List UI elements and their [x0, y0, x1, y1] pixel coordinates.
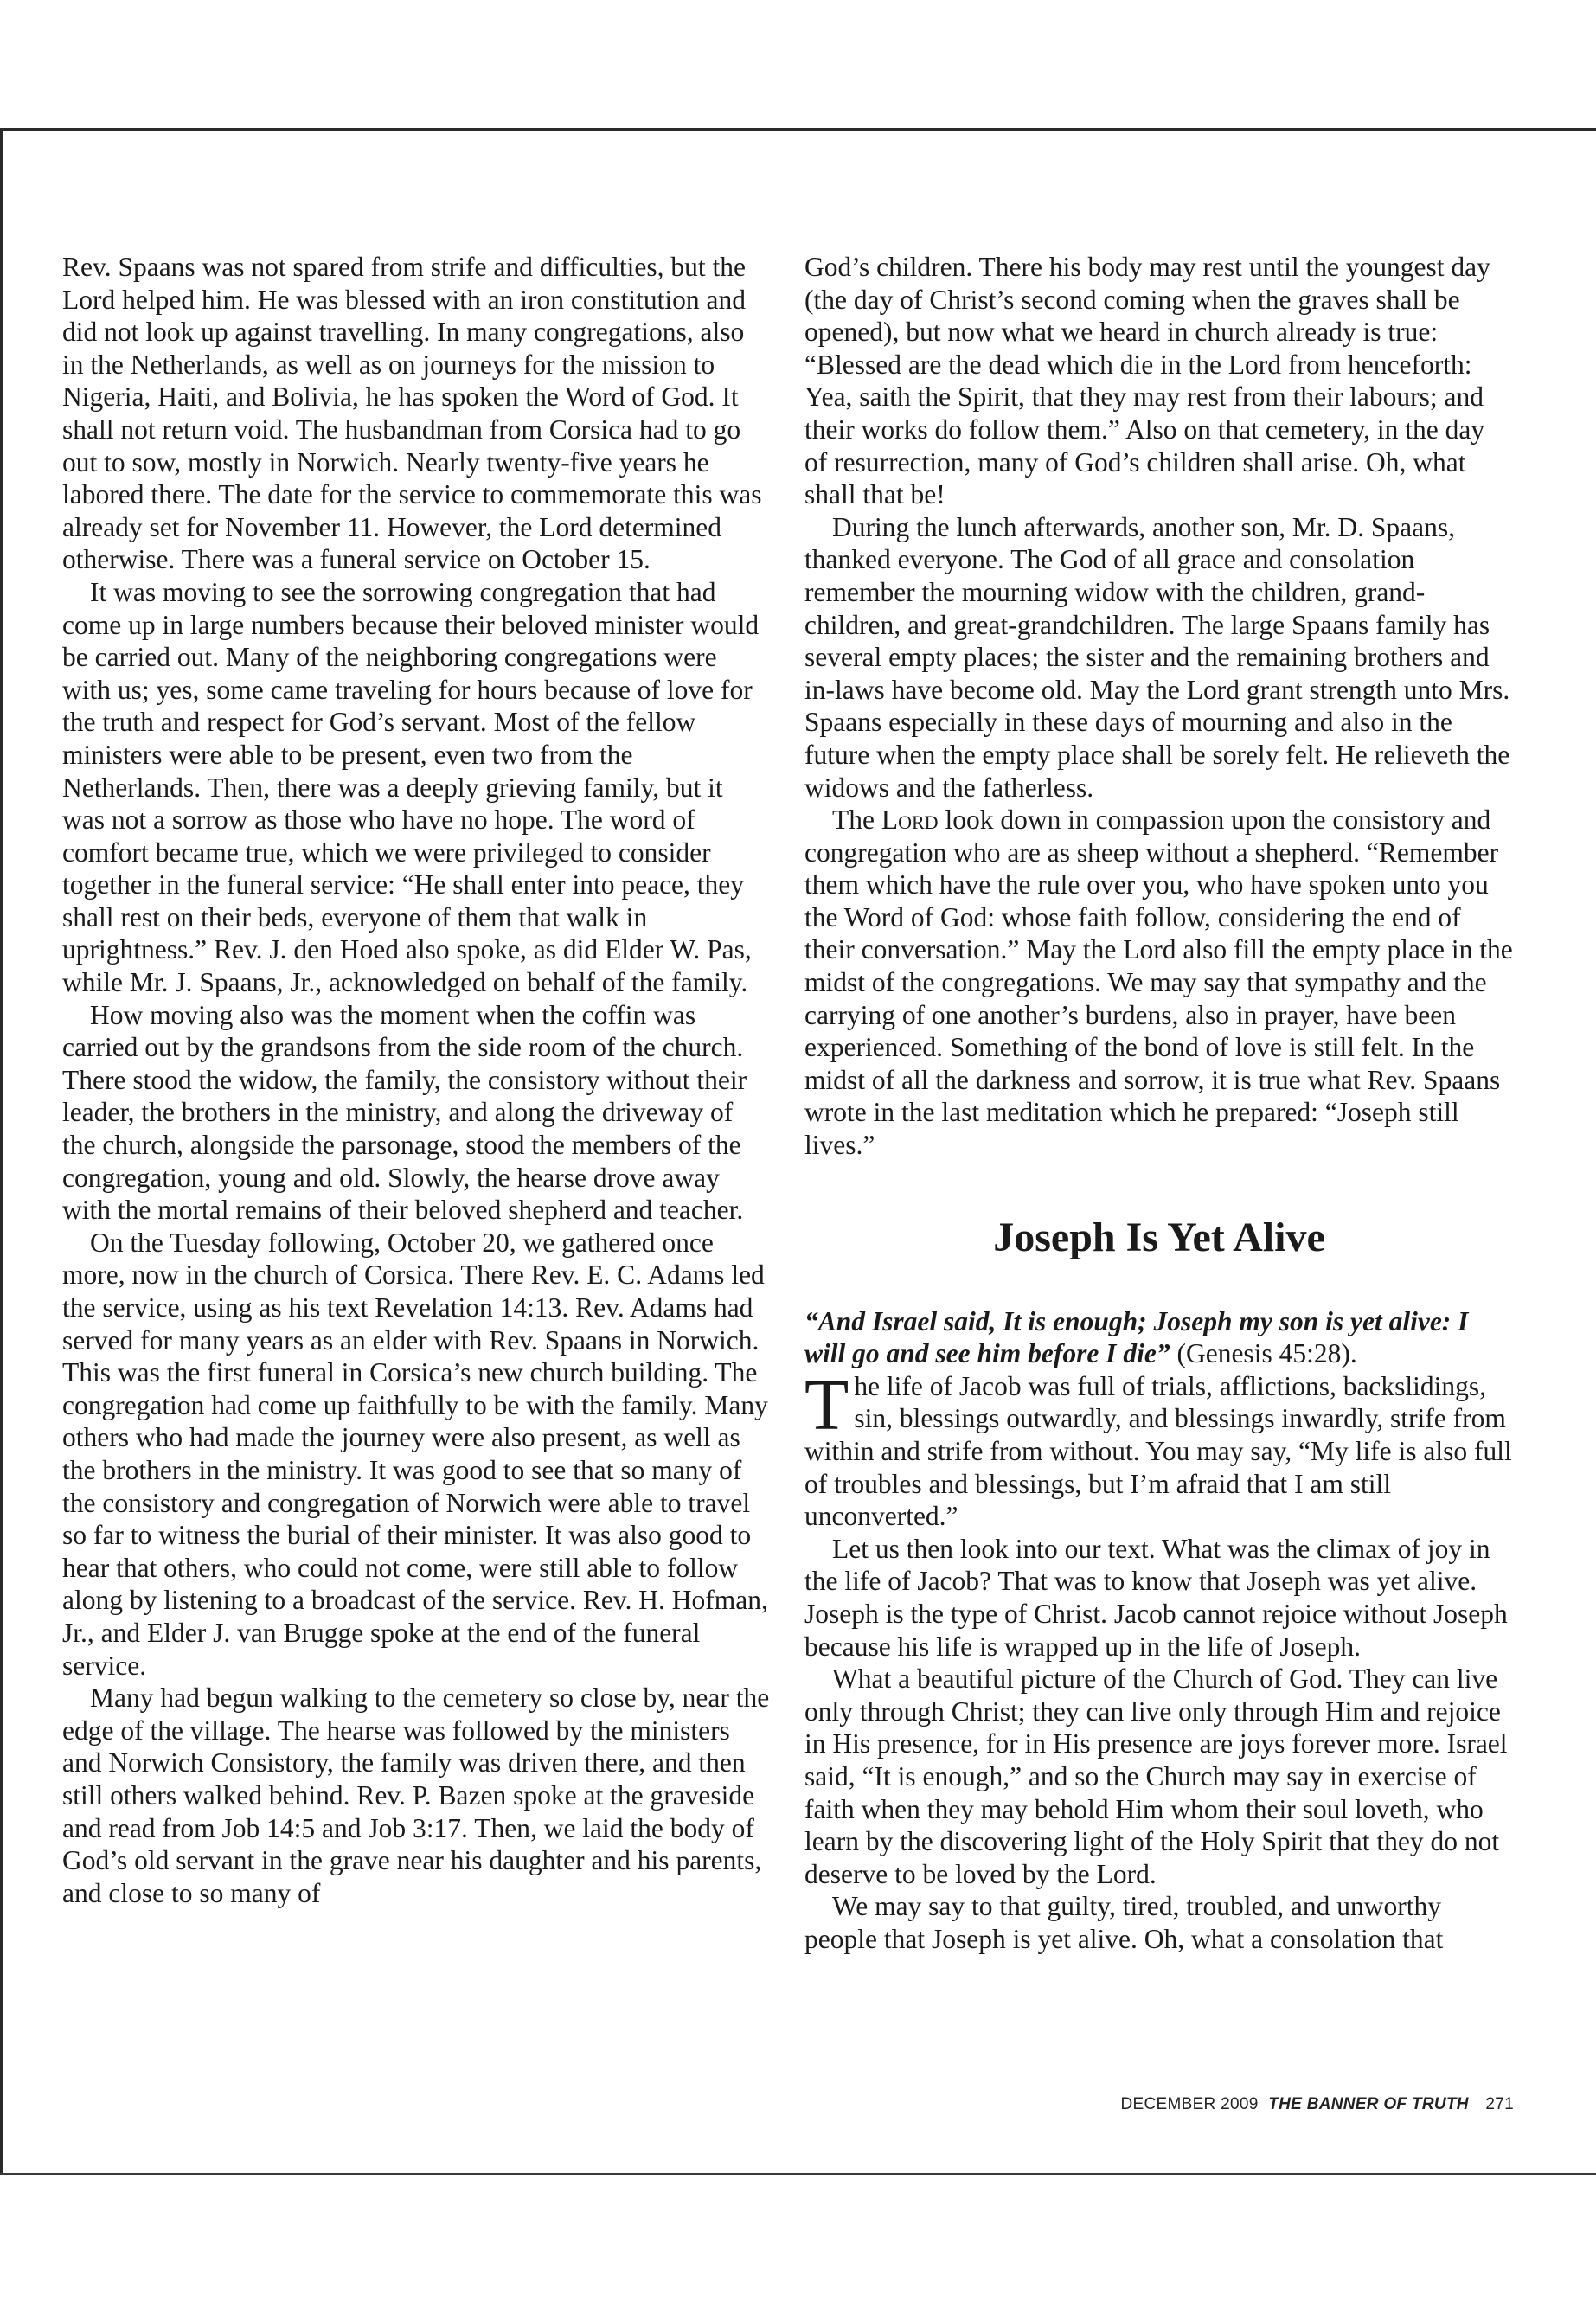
right-para-1: God’s children. There his body may rest until the youngest day (the day of Christ’s second coming when the graves shall be opened), but now what we heard in church already is true: “Blessed are the dead which die in the Lord from henceforth: Yea, saith the Spirit, that they may rest from their labours; and their works do follow them.” Also on that cemetery, in the day of resurrection, many of God’s children shall arise. Oh, what shall that be! — [804, 252, 1490, 510]
page-top-rule — [0, 128, 1596, 131]
page-footer — [1120, 2095, 1514, 2114]
epigraph-quote: “And Israel said, It is enough; Joseph my son is yet alive: I will go and see him before I die” — [804, 1305, 1469, 1369]
page-number: 271 — [1485, 2095, 1514, 2113]
footer-date: DECEMBER 2009 — [1120, 2095, 1259, 2113]
lord-para-after: look down in compassion upon the consistory and congregation who are as sheep without a shepherd. “Remember them which have the rule over you, who have spoken unto you the Word of God: whose faith follow, considering the end of their conversation.” May the Lord also fill the empty place in the midst of the congregations. We may say that sympathy and the carrying of one another’s burdens, also in prayer, have been experienced. Something of the bond of love is still felt. In the midst of all the darkness and sorrow, it is true what Rev. Spaans wrote in the last meditation which he prepared: “Joseph still lives.” — [804, 804, 1513, 1161]
left-para-4: On the Tuesday following, October 20, we gathered once more, now in the church of Corsica. There Rev. E. C. Adams led the service, using as his text Revelation 14:13. Rev. Adams had served for many years as an elder with Rev. Spaans in Norwich. This was the first funeral in Corsica’s new church building. The congregation had come up faithfully to be with the family. Many others who had made the journey were also present, as well as the brothers in the ministry. It was good to see that so many of the consistory and congregation of Norwich were able to travel so far to witness the burial of their minister. It was also good to hear that others, who could not come, were still able to follow along by listening to a broadcast of the service. Rev. H. Hofman, Jr., and Elder J. van Brugge spoke at the end of the funeral service. — [62, 1227, 768, 1681]
drop-cap: T — [804, 1364, 849, 1445]
right-para-3 — [804, 804, 1514, 1162]
left-para-2: It was moving to see the sorrowing congregation that had come up in large numbers because their beloved minister would be carried out. Many of the neighboring congregations were with us; yes, some came traveling for hours because of love for the truth and respect for God’s servant. Most of the fellow ministers were able to be present, even two from the Netherlands. Then, there was a deeply grieving family, but it was not a sorrow as those who have no hope. The word of comfort became true, which we were privileged to consider together in the funeral service: “He shall enter into peace, they shall rest on their beds, everyone of them that walk in uprightness.” Rev. J. den Hoed also spoke, as did Elder W. Pas, while Mr. J. Spaans, Jr., acknowledged on behalf of the family. — [62, 576, 760, 998]
epigraph — [804, 1305, 1514, 1370]
lord-smallcaps: Lord — [881, 804, 939, 836]
left-para-1: Rev. Spaans was not spared from strife and difficulties, but the Lord helped him. He was blessed with an iron constitution and did not look up against travelling. In many congregations, also in the Netherlands, as well as on journeys for the mission to Nigeria, Haiti, and Bolivia, he has spoken the Word of God. It shall not return void. The husbandman from Corsica had to go out to sow, mostly in Norwich. Nearly twenty-five years he labored there. The date for the service to commemorate this was already set for November 11. However, the Lord determined otherwise. There was a funeral service on October 15. — [62, 252, 762, 575]
article-para-3: What a beautiful picture of the Church of God. They can live only through Christ; they can live only through Him and rejoice in His presence, for in His presence are joys forever more. Israel said, “It is enough,” and so the Church may say in exercise of faith when they may behold Him whom their soul loveth, who learn by the discovering light of the Holy Spirit that they do not deserve to be loved by the Lord. — [804, 1663, 1508, 1889]
page-left-rule — [0, 128, 3, 2174]
left-para-3: How moving also was the moment when the coffin was carried out by the grandsons from the side room of the church. There stood the widow, the family, the consistory without their leader, the brothers in the ministry, and along the driveway of the church, alongside the parsonage, stood the members of the congregation, young and old. Slowly, the hearse drove away with the mortal remains of their beloved shepherd and teacher. — [62, 999, 747, 1226]
page-bottom-rule — [0, 2173, 1596, 2175]
footer-publication: THE BANNER OF TRUTH — [1268, 2095, 1469, 2113]
article-para-4: We may say to that guilty, tired, troubled, and unworthy people that Joseph is yet alive. Oh, what a consolation that — [804, 1891, 1444, 1954]
epigraph-reference: (Genesis 45:28). — [1170, 1338, 1357, 1369]
article-para-2: Let us then look into our text. What was the climax of joy in the life of Jacob? That was to know that Joseph was yet alive. Joseph is the type of Christ. Jacob cannot rejoice without Joseph because his life is wrapped up in the life of Joseph. — [804, 1533, 1508, 1662]
left-column — [62, 251, 770, 1909]
article-first-paragraph — [804, 1364, 1514, 1533]
left-para-5: Many had begun walking to the cemetery so close by, near the edge of the village. The hearse was followed by the ministers and Norwich Consistory, the family was driven there, and then still others walked behind. Rev. P. Bazen spoke at the graveside and read from Job 14:5 and Job 3:17. Then, we laid the body of God’s old servant in the grave near his daughter and his parents, and close to so many of — [62, 1682, 770, 1908]
right-column — [804, 251, 1514, 1956]
article-title: Joseph Is Yet Alive — [993, 1214, 1325, 1260]
lord-para-before: The — [832, 804, 881, 836]
first-para-text: he life of Jacob was full of trials, afflictions, backslidings, sin, blessings outwardly, and blessings inwardly, strife from within and strife from without. You may say, “My life is also full of troubles and blessings, but I’m afraid that I am still unconverted.” — [804, 1370, 1512, 1532]
right-para-2: During the lunch afterwards, another son, Mr. D. Spaans, thanked everyone. The God of all grace and consolation remember the mourning widow with the children, grand-children, and great-grandchildren. The large Spaans family has several empty places; the sister and the remaining brothers and in-laws have become old. May the Lord grant strength unto Mrs. Spaans especially in these days of mourning and also in the future when the empty place shall be sorely felt. He relieveth the widows and the fatherless. — [804, 511, 1510, 803]
